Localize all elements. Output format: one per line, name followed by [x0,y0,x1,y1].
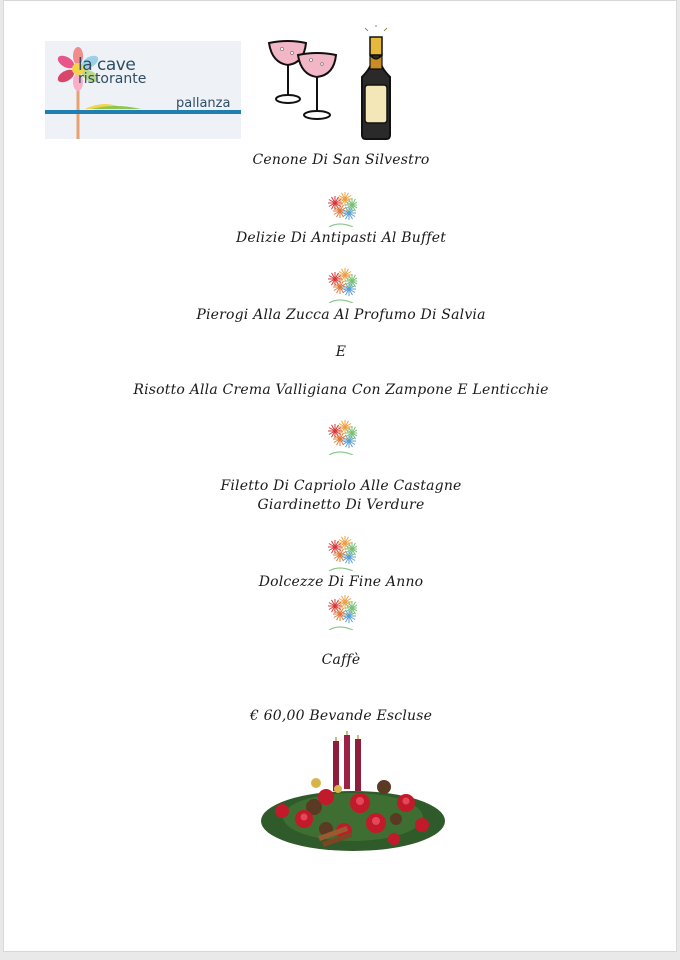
logo-line-2: ristorante [78,71,147,87]
champagne-glasses-icon [264,29,342,123]
menu-page [3,0,677,952]
logo-line-1: la cave [78,55,136,75]
course-secondo: Filetto Di Capriolo Alle Castagne [220,478,462,494]
course-dolce: Dolcezze Di Fine Anno [258,574,424,590]
menu-title: Cenone Di San Silvestro [252,152,430,168]
course-primo-2: Risotto Alla Crema Valligiana Con Zampone E Lenticchie [133,382,549,398]
fireworks-icon [325,417,357,455]
champagne-bottle-icon [356,25,396,141]
flower-logo-icon [45,41,241,139]
restaurant-logo [45,41,241,139]
logo-line-3: pallanza [176,96,231,111]
menu-price: € 60,00 Bevande Escluse [249,708,433,724]
course-caffe: Caffè [321,652,361,668]
course-contorno: Giardinetto Di Verdure [257,497,425,513]
fireworks-icon [325,265,357,303]
course-conjunction: E [335,344,347,360]
fireworks-icon [325,592,357,630]
course-antipasti: Delizie Di Antipasti Al Buffet [235,230,447,246]
fireworks-icon [325,533,357,571]
candle-centerpiece-icon [256,727,450,863]
fireworks-icon [325,189,357,227]
course-primo-1: Pierogi Alla Zucca Al Profumo Di Salvia [196,307,486,323]
